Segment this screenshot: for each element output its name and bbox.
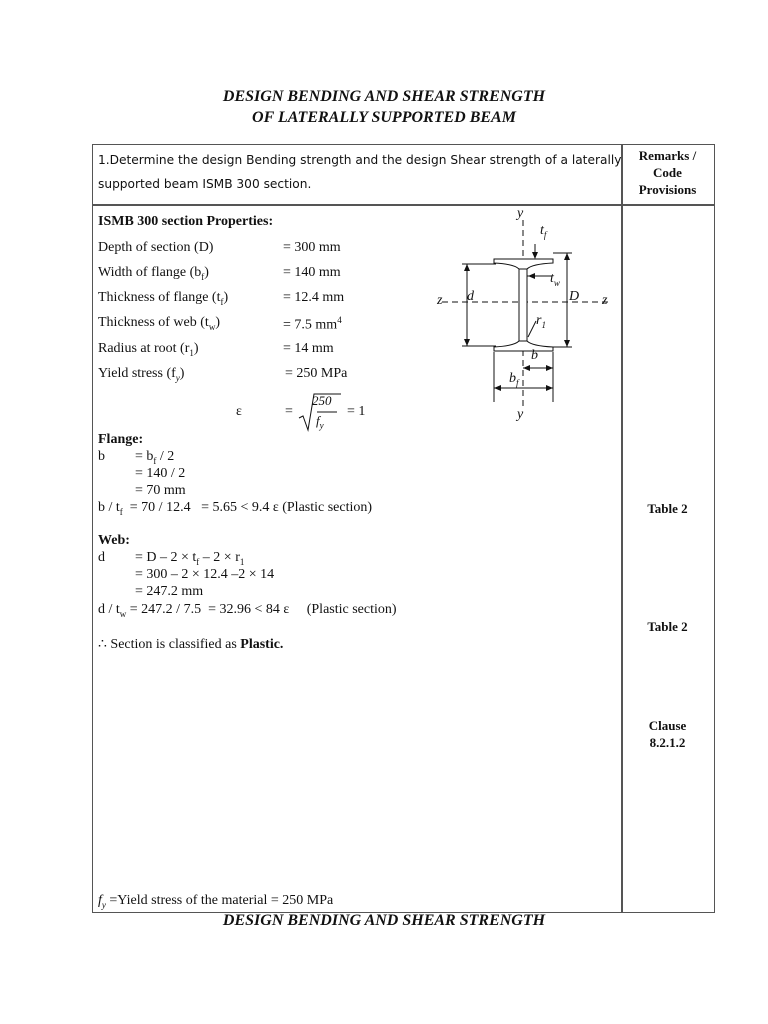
property-value-root-radius: = 14 mm <box>283 341 334 356</box>
remark-table-2-web: Table 2 <box>647 619 688 634</box>
web-d-symbol: d <box>98 550 105 565</box>
flange-heading: Flange: <box>98 432 144 447</box>
properties-heading: ISMB 300 section Properties: <box>98 214 274 229</box>
property-label-flange-width: Width of flange $(b_f)$ <box>98 265 209 282</box>
property-label-flange-thickness: Thickness of flange $(t_f)$ <box>98 290 229 307</box>
question-line1: 1.Determine the design Bending strength and the design Shear strength of a laterally <box>98 153 622 167</box>
label-b: b <box>531 348 538 363</box>
remarks-header-line1: Remarks / <box>638 148 697 163</box>
label-tf: $t_f$ <box>540 223 547 240</box>
label-D: D <box>569 289 580 304</box>
page-title-line2: OF LATERALLY SUPPORTED BEAM <box>252 109 516 126</box>
label-z-right: z <box>602 293 608 308</box>
property-value-depth: = 300 mm <box>283 240 341 255</box>
flange-b-expression: = $b_f / 2$ <box>135 449 175 466</box>
label-bf: $b_f$ <box>509 371 519 388</box>
yield-stress-footnote: $f_y$ =Yield stress of the material = 250 MPa <box>98 893 334 910</box>
remarks-header <box>622 147 713 198</box>
epsilon-symbol: ε <box>236 404 242 419</box>
remark-clause <box>622 717 713 751</box>
page-title-line1: DESIGN BENDING AND SHEAR STRENGTH <box>222 88 546 105</box>
label-y-top: y <box>517 206 524 221</box>
property-label-yield-stress: Yield stress $(f_y)$ <box>98 366 185 383</box>
epsilon-numerator: 250 <box>312 393 332 408</box>
web-d-expression: = $D - 2 \times t_f - 2 \times r_1$ <box>135 550 245 567</box>
label-z-left: z <box>437 293 443 308</box>
property-value-flange-width: = 140 mm <box>283 265 341 280</box>
web-calc-line2: = 300 – 2 × 12.4 –2 × 14 <box>135 567 275 582</box>
web-calc-line3: = 247.2 mm <box>135 584 204 599</box>
remark-clause-line2: 8.2.1.2 <box>649 735 686 750</box>
property-label-root-radius: Radius at root $(r_1)$ <box>98 341 199 358</box>
web-ratio: $d / t_w = 247.2 / 7.5 = 32.96 < 84$ ε (Plastic section) <box>98 602 397 619</box>
epsilon-denominator: $f_y$ <box>316 413 324 431</box>
label-d: d <box>467 289 474 304</box>
remark-table-2-flange: Table 2 <box>647 501 688 516</box>
label-y-bottom: y <box>517 407 524 422</box>
i-section-diagram <box>432 206 612 426</box>
label-r1: $r_1$ <box>536 313 546 330</box>
epsilon-result: = 1 <box>347 404 366 419</box>
flange-ratio: $b / t_f = 70 / 12.4 = 5.65 < 9.4$ ε (Plastic section) <box>98 500 373 517</box>
remark-clause-line1: Clause <box>648 718 687 733</box>
flange-calc-line2: = 140 / 2 <box>135 466 186 481</box>
property-label-web-thickness: Thickness of web $(t_w)$ <box>98 315 220 332</box>
label-tw: $t_w$ <box>550 271 560 288</box>
flange-b-symbol: b <box>98 449 105 464</box>
property-value-flange-thickness: = 12.4 mm <box>283 290 345 305</box>
epsilon-equals: = <box>285 404 293 419</box>
remarks-header-line3: Provisions <box>638 182 697 197</box>
footer-title: DESIGN BENDING AND SHEAR STRENGTH <box>222 912 546 929</box>
property-label-depth: Depth of section (D) <box>98 240 214 255</box>
flange-calc-line3: = 70 mm <box>135 483 186 498</box>
remarks-column-cell <box>621 204 715 913</box>
remarks-header-line2: Code <box>653 165 682 180</box>
web-heading: Web: <box>98 533 130 548</box>
classification-conclusion: ∴ Section is classified as Plastic. <box>98 637 284 652</box>
question-line2: supported beam ISMB 300 section. <box>98 177 312 191</box>
property-value-web-thickness: = 7.5 $mm^4$ <box>283 315 342 333</box>
property-value-yield-stress: = 250 MPa <box>285 366 348 381</box>
